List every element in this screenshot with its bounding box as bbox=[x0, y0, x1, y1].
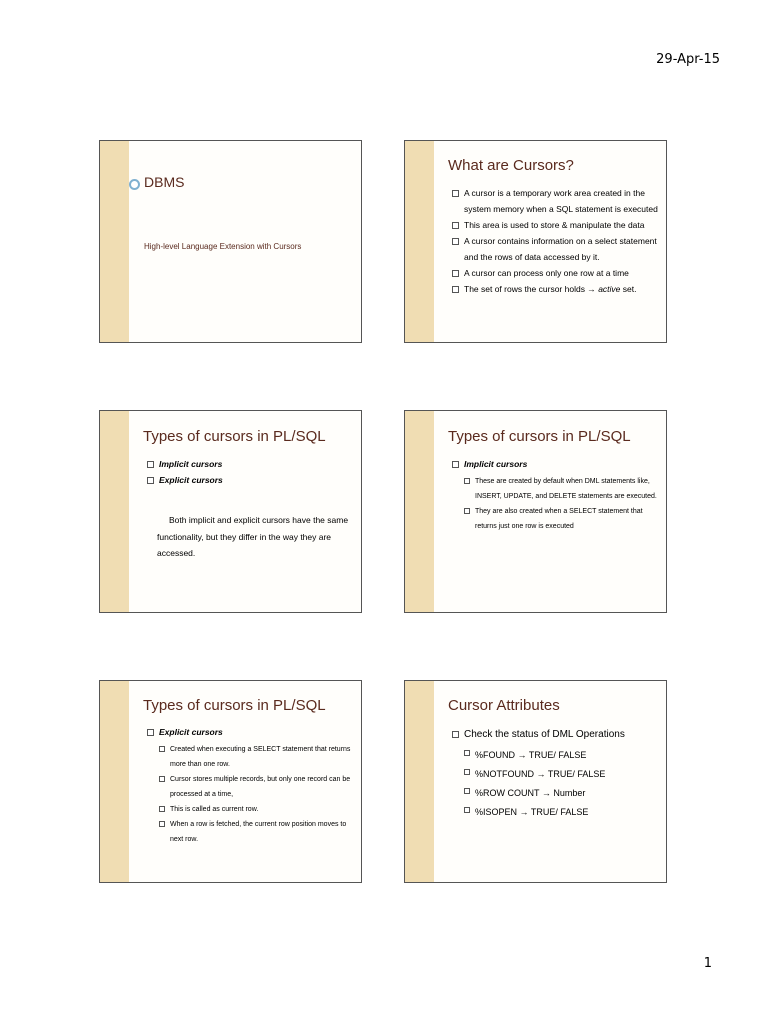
bullet-item bbox=[452, 456, 660, 534]
sub-bullet-list bbox=[464, 746, 660, 822]
slide-subtitle: High-level Language Extension with Cursors bbox=[144, 242, 302, 251]
bullet-circle-icon bbox=[129, 179, 140, 190]
slide-title: Cursor Attributes bbox=[448, 697, 560, 714]
bullet-item bbox=[147, 724, 355, 847]
bullet-text-end: set. bbox=[622, 284, 637, 294]
bullet-item: A cursor is a temporary work area created in the system memory when a SQL statement is executed bbox=[452, 185, 660, 217]
sub-bullet-item: %FOUND → TRUE/ FALSE bbox=[464, 746, 660, 765]
sub-bullet-item: They are also created when a SELECT statement that returns just one row is executed bbox=[464, 504, 660, 534]
bullet-text: Explicit cursors bbox=[159, 727, 223, 737]
bullet-item bbox=[452, 726, 660, 822]
slide-types-of-cursors-1 bbox=[99, 410, 362, 613]
bullet-item bbox=[452, 281, 660, 297]
slide-title: DBMS bbox=[144, 174, 185, 190]
slide-accent-band bbox=[100, 411, 129, 612]
bullet-list bbox=[452, 185, 660, 297]
bullet-item: This area is used to store & manipulate the data bbox=[452, 217, 660, 233]
bullet-text: Explicit cursors bbox=[159, 475, 223, 485]
bullet-list bbox=[147, 724, 355, 847]
bullet-item bbox=[147, 456, 355, 472]
slide-accent-band bbox=[100, 141, 129, 342]
slide-types-of-cursors-3 bbox=[99, 680, 362, 883]
slide-types-of-cursors-2 bbox=[404, 410, 667, 613]
bullet-text: The set of rows the cursor holds → bbox=[464, 284, 596, 294]
bullet-text: Implicit cursors bbox=[464, 459, 528, 469]
slide-dbms bbox=[99, 140, 362, 343]
slide-cursor-attributes bbox=[404, 680, 667, 883]
slide-accent-band bbox=[100, 681, 129, 882]
slide-paragraph: Both implicit and explicit cursors have the same functionality, but they differ in the way they are accessed. bbox=[157, 515, 349, 558]
slide-accent-band bbox=[405, 141, 434, 342]
bullet-text: Check the status of DML Operations bbox=[464, 729, 625, 740]
sub-bullet-item: This is called as current row. bbox=[159, 802, 355, 817]
slide-accent-band bbox=[405, 681, 434, 882]
sub-bullet-item: Created when executing a SELECT statement that returns more than one row. bbox=[159, 742, 355, 772]
page-number: 1 bbox=[703, 956, 712, 971]
bullet-list bbox=[147, 456, 355, 488]
bullet-list bbox=[452, 726, 660, 822]
slide-accent-band bbox=[405, 411, 434, 612]
bullet-text: Implicit cursors bbox=[159, 459, 223, 469]
slide-title: Types of cursors in PL/SQL bbox=[448, 428, 631, 445]
bullet-item bbox=[147, 472, 355, 488]
bullet-emphasis: active bbox=[598, 284, 621, 294]
slide-title: Types of cursors in PL/SQL bbox=[143, 428, 326, 445]
slide-title: What are Cursors? bbox=[448, 157, 574, 174]
sub-bullet-item: Cursor stores multiple records, but only one record can be processed at a time, bbox=[159, 772, 355, 802]
sub-bullet-item: When a row is fetched, the current row position moves to next row. bbox=[159, 817, 355, 847]
sub-bullet-item: %NOTFOUND → TRUE/ FALSE bbox=[464, 765, 660, 784]
slide-title: Types of cursors in PL/SQL bbox=[143, 697, 326, 714]
bullet-item: A cursor contains information on a select statement and the rows of data accessed by it. bbox=[452, 233, 660, 265]
sub-bullet-list bbox=[464, 474, 660, 534]
bullet-item: A cursor can process only one row at a time bbox=[452, 265, 660, 281]
bullet-list bbox=[452, 456, 660, 534]
sub-bullet-item: %ISOPEN → TRUE/ FALSE bbox=[464, 803, 660, 822]
sub-bullet-list bbox=[159, 742, 355, 847]
page-date: 29-Apr-15 bbox=[656, 52, 720, 67]
sub-bullet-item: %ROW COUNT → Number bbox=[464, 784, 660, 803]
slide-what-are-cursors bbox=[404, 140, 667, 343]
sub-bullet-item: These are created by default when DML statements like, INSERT, UPDATE, and DELETE statements are executed. bbox=[464, 474, 660, 504]
